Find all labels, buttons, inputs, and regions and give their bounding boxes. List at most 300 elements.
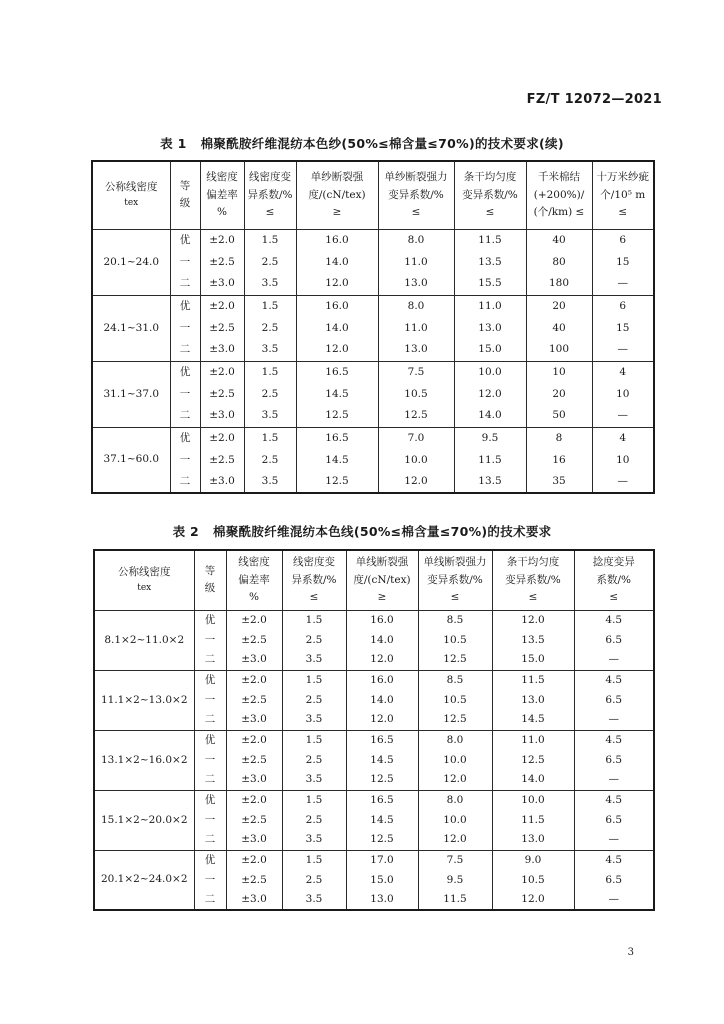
table2-header-cell: [492, 550, 574, 610]
density-cell: 20.1×2~24.0×2: [94, 850, 194, 910]
table-row: [92, 229, 654, 251]
value-cell: 4.5: [574, 610, 654, 630]
grade-cell: 二: [170, 273, 200, 295]
value-cell: 2.5: [244, 449, 296, 471]
value-cell: 2.5: [282, 810, 346, 830]
standard-number: FZ/T 12072—2021: [526, 92, 662, 107]
header-text: ≤: [609, 590, 619, 603]
value-cell: ±2.5: [226, 810, 282, 830]
header-text: 异系数/%: [247, 188, 293, 201]
value-cell: 11.5: [492, 670, 574, 690]
value-cell: 15.0: [492, 650, 574, 670]
value-cell: 12.0: [418, 830, 492, 850]
value-cell: 2.5: [282, 690, 346, 710]
value-cell: 6.5: [574, 630, 654, 650]
value-cell: 40: [526, 317, 592, 339]
value-cell: 20: [526, 383, 592, 405]
value-cell: 2.5: [244, 251, 296, 273]
grade-cell: 优: [194, 790, 226, 810]
table-row: [92, 251, 654, 273]
value-cell: 10.5: [378, 383, 454, 405]
header-text: 个/10⁵ m: [600, 188, 646, 201]
value-cell: 15: [592, 251, 654, 273]
header-text: 单纱断裂强: [310, 171, 364, 184]
header-text: 单纱断裂强力: [384, 171, 448, 184]
header-text: ≥: [332, 205, 342, 218]
value-cell: —: [574, 710, 654, 730]
value-cell: 3.5: [282, 830, 346, 850]
value-cell: 12.0: [492, 610, 574, 630]
value-cell: 11.5: [454, 229, 526, 251]
grade-cell: 优: [170, 229, 200, 251]
value-cell: ±2.0: [200, 427, 244, 449]
value-cell: —: [592, 471, 654, 493]
grade-cell: 优: [194, 730, 226, 750]
value-cell: ±2.5: [200, 251, 244, 273]
table1-header-cell: [200, 161, 244, 229]
header-text: 变异系数/%: [388, 188, 444, 201]
table-row: [92, 449, 654, 471]
value-cell: ±2.0: [200, 361, 244, 383]
value-cell: 4.5: [574, 670, 654, 690]
table1-header-cell: [296, 161, 378, 229]
grade-cell: 优: [194, 850, 226, 870]
value-cell: 11.0: [378, 317, 454, 339]
value-cell: 3.5: [282, 770, 346, 790]
value-cell: 12.0: [378, 471, 454, 493]
density-cell: 31.1~37.0: [92, 361, 170, 427]
value-cell: 10.0: [378, 449, 454, 471]
value-cell: 14.5: [296, 449, 378, 471]
value-cell: 12.5: [346, 770, 418, 790]
density-cell: 11.1×2~13.0×2: [94, 670, 194, 730]
header-text: ≤: [309, 590, 319, 603]
value-cell: 12.5: [296, 405, 378, 427]
grade-cell: 一: [170, 317, 200, 339]
header-text: 偏差率: [238, 573, 270, 586]
value-cell: 80: [526, 251, 592, 273]
value-cell: ±3.0: [200, 273, 244, 295]
value-cell: 13.5: [454, 251, 526, 273]
value-cell: ±2.5: [200, 383, 244, 405]
value-cell: 40: [526, 229, 592, 251]
value-cell: 8: [526, 427, 592, 449]
table1: [91, 160, 655, 494]
table2-header-cell: [194, 550, 226, 610]
value-cell: 3.5: [244, 471, 296, 493]
density-cell: 37.1~60.0: [92, 427, 170, 493]
value-cell: 10.0: [492, 790, 574, 810]
value-cell: —: [574, 650, 654, 670]
grade-cell: 二: [194, 650, 226, 670]
table1-header-cell: [244, 161, 296, 229]
value-cell: 14.0: [296, 317, 378, 339]
grade-cell: 一: [170, 251, 200, 273]
value-cell: 4.5: [574, 730, 654, 750]
table1-header-row: [92, 161, 654, 229]
value-cell: ±3.0: [200, 339, 244, 361]
value-cell: 16.0: [346, 610, 418, 630]
header-text: 变异系数/%: [427, 573, 483, 586]
header-text: 等: [204, 564, 216, 577]
value-cell: ±3.0: [226, 890, 282, 910]
value-cell: 1.5: [282, 730, 346, 750]
value-cell: 14.0: [454, 405, 526, 427]
value-cell: 8.5: [418, 610, 492, 630]
table1-header-cell: [378, 161, 454, 229]
density-cell: 24.1~31.0: [92, 295, 170, 361]
table-row: [92, 273, 654, 295]
value-cell: 10: [592, 449, 654, 471]
value-cell: 6: [592, 229, 654, 251]
value-cell: 17.0: [346, 850, 418, 870]
header-text: ≤: [485, 205, 495, 218]
value-cell: 10.0: [454, 361, 526, 383]
table1-header-cell: [170, 161, 200, 229]
table1-header-cell: [92, 161, 170, 229]
header-text: 线密度变: [293, 556, 335, 569]
value-cell: 7.0: [378, 427, 454, 449]
value-cell: 8.0: [378, 295, 454, 317]
value-cell: 3.5: [282, 710, 346, 730]
value-cell: 15: [592, 317, 654, 339]
value-cell: ±2.5: [200, 317, 244, 339]
grade-cell: 优: [194, 670, 226, 690]
value-cell: 4: [592, 427, 654, 449]
header-text: 公称线密度: [118, 566, 171, 579]
value-cell: ±3.0: [200, 471, 244, 493]
value-cell: 13.5: [492, 630, 574, 650]
header-text: 捻度变异: [592, 556, 635, 569]
header-text: tex: [137, 583, 152, 594]
density-cell: 8.1×2~11.0×2: [94, 610, 194, 670]
value-cell: 12.5: [418, 710, 492, 730]
value-cell: 12.5: [492, 750, 574, 770]
grade-cell: 二: [194, 770, 226, 790]
table2-header-row: [94, 550, 654, 610]
value-cell: 3.5: [244, 273, 296, 295]
table2-header-cell: [226, 550, 282, 610]
value-cell: 6: [592, 295, 654, 317]
value-cell: 16.5: [296, 361, 378, 383]
table-row: [94, 850, 654, 870]
table-row: [92, 405, 654, 427]
grade-cell: 二: [170, 471, 200, 493]
value-cell: 13.5: [454, 471, 526, 493]
grade-cell: 二: [194, 830, 226, 850]
table-row: [94, 790, 654, 810]
table-row: [92, 295, 654, 317]
grade-cell: 一: [194, 750, 226, 770]
table-row: [92, 383, 654, 405]
table2-header-cell: [282, 550, 346, 610]
grade-cell: 优: [170, 295, 200, 317]
value-cell: 35: [526, 471, 592, 493]
grade-cell: 一: [194, 690, 226, 710]
page-number: 3: [627, 947, 634, 958]
value-cell: 12.0: [296, 273, 378, 295]
header-text: 条干均匀度: [506, 556, 560, 569]
value-cell: 12.5: [346, 830, 418, 850]
header-text: (个/km) ≤: [533, 205, 585, 218]
table-row: [92, 427, 654, 449]
value-cell: ±2.5: [226, 690, 282, 710]
header-text: ≤: [411, 205, 421, 218]
value-cell: 1.5: [282, 850, 346, 870]
value-cell: ±3.0: [226, 770, 282, 790]
header-text: ≤: [265, 205, 275, 218]
value-cell: 1.5: [282, 670, 346, 690]
density-cell: 13.1×2~16.0×2: [94, 730, 194, 790]
header-text: 条干均匀度: [463, 171, 517, 184]
value-cell: 13.0: [378, 273, 454, 295]
grade-cell: 优: [170, 427, 200, 449]
value-cell: 4.5: [574, 790, 654, 810]
value-cell: 1.5: [244, 295, 296, 317]
grade-cell: 一: [194, 630, 226, 650]
value-cell: 11.5: [454, 449, 526, 471]
value-cell: 9.5: [418, 870, 492, 890]
value-cell: 6.5: [574, 750, 654, 770]
value-cell: 14.5: [296, 383, 378, 405]
value-cell: 12.0: [454, 383, 526, 405]
value-cell: 16.5: [346, 790, 418, 810]
header-text: 公称线密度: [105, 181, 158, 194]
value-cell: 9.0: [492, 850, 574, 870]
value-cell: 10: [526, 361, 592, 383]
header-text: 度/(cN/tex): [353, 573, 411, 586]
table-row: [94, 670, 654, 690]
density-cell: 15.1×2~20.0×2: [94, 790, 194, 850]
table2-header-cell: [94, 550, 194, 610]
header-text: 线密度: [206, 171, 238, 184]
header-text: 变异系数/%: [462, 188, 518, 201]
value-cell: —: [574, 830, 654, 850]
value-cell: 100: [526, 339, 592, 361]
value-cell: 1.5: [244, 361, 296, 383]
header-text: 异系数/%: [291, 573, 337, 586]
value-cell: 12.0: [418, 770, 492, 790]
value-cell: 15.0: [454, 339, 526, 361]
value-cell: 12.5: [418, 650, 492, 670]
grade-cell: 优: [170, 361, 200, 383]
value-cell: 1.5: [282, 790, 346, 810]
value-cell: ±3.0: [226, 650, 282, 670]
value-cell: 16.5: [346, 730, 418, 750]
grade-cell: 一: [194, 870, 226, 890]
value-cell: 16.5: [296, 427, 378, 449]
header-text: 千米棉结: [538, 171, 580, 184]
value-cell: 14.0: [346, 630, 418, 650]
value-cell: ±2.0: [226, 670, 282, 690]
table2: [93, 549, 655, 911]
grade-cell: 优: [194, 610, 226, 630]
header-text: 线密度: [238, 556, 270, 569]
value-cell: 4: [592, 361, 654, 383]
value-cell: 13.0: [492, 830, 574, 850]
value-cell: 10.0: [418, 810, 492, 830]
header-text: 单线断裂强: [355, 556, 409, 569]
value-cell: 8.0: [418, 730, 492, 750]
value-cell: 12.0: [296, 339, 378, 361]
value-cell: 7.5: [418, 850, 492, 870]
value-cell: ±3.0: [200, 405, 244, 427]
grade-cell: 一: [170, 383, 200, 405]
value-cell: —: [574, 890, 654, 910]
value-cell: 10.0: [418, 750, 492, 770]
value-cell: 6.5: [574, 810, 654, 830]
value-cell: 15.5: [454, 273, 526, 295]
header-text: 级: [204, 582, 216, 595]
value-cell: 14.0: [346, 690, 418, 710]
value-cell: 14.5: [492, 710, 574, 730]
value-cell: 12.0: [346, 710, 418, 730]
header-text: ≤: [528, 590, 538, 603]
header-text: 等: [179, 179, 191, 192]
value-cell: 16: [526, 449, 592, 471]
value-cell: 8.5: [418, 670, 492, 690]
value-cell: 12.0: [492, 890, 574, 910]
header-text: 变异系数/%: [505, 573, 561, 586]
table1-caption: [0, 134, 724, 152]
grade-cell: 二: [194, 710, 226, 730]
density-cell: 20.1~24.0: [92, 229, 170, 295]
value-cell: 12.5: [378, 405, 454, 427]
value-cell: 16.0: [296, 229, 378, 251]
value-cell: 2.5: [282, 750, 346, 770]
table1-title: 棉聚酰胺纤维混纺本色纱(50%≤棉含量≤70%)的技术要求(续): [200, 136, 564, 151]
value-cell: 10.5: [418, 630, 492, 650]
value-cell: ±3.0: [226, 830, 282, 850]
header-text: (+200%)/: [533, 188, 585, 201]
grade-cell: 二: [170, 405, 200, 427]
header-text: %: [217, 205, 227, 218]
value-cell: 1.5: [282, 610, 346, 630]
value-cell: 3.5: [244, 405, 296, 427]
value-cell: 20: [526, 295, 592, 317]
value-cell: ±2.0: [226, 850, 282, 870]
table2-header-cell: [574, 550, 654, 610]
value-cell: 8.0: [418, 790, 492, 810]
value-cell: 13.0: [346, 890, 418, 910]
value-cell: ±2.5: [226, 630, 282, 650]
value-cell: 12.0: [346, 650, 418, 670]
value-cell: 11.0: [492, 730, 574, 750]
value-cell: 2.5: [282, 870, 346, 890]
value-cell: 2.5: [244, 317, 296, 339]
table-row: [92, 339, 654, 361]
value-cell: —: [592, 405, 654, 427]
value-cell: ±3.0: [226, 710, 282, 730]
table1-header-cell: [592, 161, 654, 229]
value-cell: 180: [526, 273, 592, 295]
table-row: [92, 361, 654, 383]
table2-header-cell: [346, 550, 418, 610]
value-cell: 8.0: [378, 229, 454, 251]
value-cell: —: [592, 339, 654, 361]
header-text: 系数/%: [596, 573, 631, 586]
header-text: 单线断裂强力: [423, 556, 487, 569]
header-text: tex: [124, 198, 139, 209]
grade-cell: 一: [170, 449, 200, 471]
value-cell: 11.0: [378, 251, 454, 273]
table-row: [94, 730, 654, 750]
header-text: 线密度变: [249, 171, 291, 184]
table2-caption: [0, 522, 724, 540]
value-cell: —: [592, 273, 654, 295]
value-cell: ±2.0: [226, 730, 282, 750]
value-cell: 4.5: [574, 850, 654, 870]
header-text: %: [249, 590, 259, 603]
table1-header-cell: [454, 161, 526, 229]
value-cell: 13.0: [454, 317, 526, 339]
header-text: 度/(cN/tex): [308, 188, 366, 201]
value-cell: 10.5: [418, 690, 492, 710]
value-cell: 14.0: [296, 251, 378, 273]
value-cell: ±2.5: [200, 449, 244, 471]
value-cell: 15.0: [346, 870, 418, 890]
value-cell: ±2.5: [226, 750, 282, 770]
value-cell: —: [574, 770, 654, 790]
value-cell: 3.5: [282, 890, 346, 910]
table-row: [92, 471, 654, 493]
value-cell: 14.5: [346, 810, 418, 830]
value-cell: 14.5: [346, 750, 418, 770]
value-cell: 16.0: [346, 670, 418, 690]
header-text: ≤: [618, 205, 628, 218]
value-cell: 6.5: [574, 870, 654, 890]
value-cell: 7.5: [378, 361, 454, 383]
header-text: 十万米纱疵: [596, 171, 649, 184]
table2-label: 表 2: [172, 524, 200, 539]
value-cell: 1.5: [244, 229, 296, 251]
header-text: ≤: [450, 590, 460, 603]
value-cell: 13.0: [492, 690, 574, 710]
table-row: [94, 610, 654, 630]
value-cell: 3.5: [282, 650, 346, 670]
grade-cell: 二: [170, 339, 200, 361]
value-cell: 2.5: [282, 630, 346, 650]
value-cell: 9.5: [454, 427, 526, 449]
grade-cell: 一: [194, 810, 226, 830]
header-text: 偏差率: [206, 188, 238, 201]
value-cell: 11.5: [418, 890, 492, 910]
value-cell: 11.0: [454, 295, 526, 317]
value-cell: 11.5: [492, 810, 574, 830]
value-cell: 14.0: [492, 770, 574, 790]
value-cell: ±2.5: [226, 870, 282, 890]
value-cell: 50: [526, 405, 592, 427]
value-cell: 3.5: [244, 339, 296, 361]
header-text: 级: [179, 197, 191, 210]
value-cell: 2.5: [244, 383, 296, 405]
grade-cell: 二: [194, 890, 226, 910]
value-cell: 13.0: [378, 339, 454, 361]
value-cell: ±2.0: [200, 229, 244, 251]
value-cell: 6.5: [574, 690, 654, 710]
value-cell: 12.5: [296, 471, 378, 493]
value-cell: 16.0: [296, 295, 378, 317]
value-cell: 1.5: [244, 427, 296, 449]
table1-header-cell: [526, 161, 592, 229]
table2-title: 棉聚酰胺纤维混纺本色线(50%≤棉含量≤70%)的技术要求: [213, 524, 552, 539]
table-row: [92, 317, 654, 339]
value-cell: ±2.0: [226, 610, 282, 630]
value-cell: ±2.0: [226, 790, 282, 810]
table2-header-cell: [418, 550, 492, 610]
value-cell: 10.5: [492, 870, 574, 890]
value-cell: 10: [592, 383, 654, 405]
